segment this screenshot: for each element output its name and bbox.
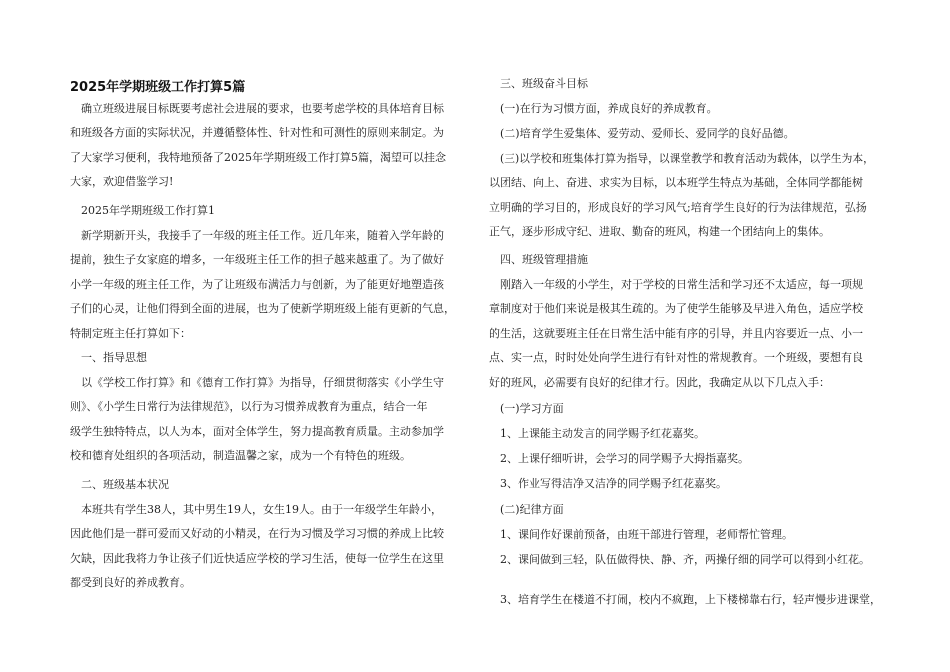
text-line: 章制度对于他们来说是极其生疏的。为了使学生能够及早进入角色，适应学校: [489, 302, 863, 316]
text-line: 欠缺，因此我将力争让孩子们近快适应学校的学习生活，使每一位学生在这里: [70, 551, 444, 565]
text-line: 子们的心灵，让他们得到全面的进展，也为了使新学期班级上能有更新的气息，: [70, 302, 455, 316]
paragraph: [489, 498, 881, 522]
paragraph: [70, 224, 462, 346]
text-line: (二)纪律方面: [500, 503, 564, 516]
paragraph: [70, 473, 462, 497]
document-title: 2025年学期班级工作打算5篇: [70, 80, 246, 95]
text-line: 2、课间做到三轻，队伍做得快、静、齐，两操仔细的同学可以得到小红花。: [500, 553, 870, 566]
paragraph: [489, 97, 881, 121]
paragraph: [70, 371, 462, 469]
text-line: 新学期新开头，我接手了一年级的班主任工作。近几年来，随着入学年龄的: [81, 229, 444, 242]
text-line: 1、上课能主动发言的同学赐予红花嘉奖。: [500, 427, 705, 440]
text-line: 提前，独生子女家庭的增多，一年级班主任工作的担子越来越重了。为了做好: [70, 253, 444, 267]
text-line: 都受到良好的养成教育。: [70, 576, 191, 590]
text-line: 本班共有学生38人，其中男生19人，女生19人。由于一年级学生年龄小，: [81, 503, 442, 516]
paragraph: [70, 199, 462, 223]
text-line: (一)学习方面: [500, 402, 564, 415]
text-line: 正气，逐步形成守纪、进取、勤奋的班风，构建一个团结向上的集体。: [489, 225, 830, 239]
paragraph: [489, 147, 881, 245]
paragraph: [489, 122, 881, 146]
paragraph: [489, 588, 881, 612]
paragraph: [489, 422, 881, 446]
text-line: 校和德育处组织的各项活动，制造温馨之家，成为一个有特色的班级。: [70, 449, 411, 463]
text-line: (一)在行为习惯方面，养成良好的养成教育。: [500, 102, 718, 115]
text-line: 级学生独特特点，以人为本，面对全体学生，努力提高教育质量。主动参加学: [70, 424, 444, 438]
paragraph: [489, 447, 881, 471]
text-line: 三、班级奋斗目标: [500, 77, 588, 90]
paragraph: [70, 498, 462, 596]
text-line: 确立班级进展目标既要考虑社会进展的要求，也要考虑学校的具体培育目标: [81, 102, 444, 115]
text-line: 1、课间作好课前预备，由班干部进行管理，老师帮忙管理。: [500, 528, 793, 541]
text-line: 3、作业写得洁净又洁净的同学赐予红花嘉奖。: [500, 477, 727, 490]
text-line: 2025年学期班级工作打算1: [81, 204, 215, 217]
text-line: 因此他们是一群可爱而又好动的小精灵，在行为习惯及学习习惯的养成上比较: [70, 527, 444, 541]
text-line: (二)培育学生爱集体、爱劳动、爱师长、爱同学的良好品德。: [500, 127, 795, 140]
text-line: 点、实一点，时时处处向学生进行有针对性的常规教育。一个班级，要想有良: [489, 351, 863, 365]
paragraph: [489, 472, 881, 496]
text-line: (三)以学校和班集体打算为指导，以课堂教学和教育活动为载体，以学生为本，: [500, 152, 874, 165]
text-line: 以团结、向上、奋进、求实为目标，以本班学生特点为基础，全体同学都能树: [489, 176, 863, 190]
paragraph: [489, 248, 881, 272]
text-line: 立明确的学习目的，形成良好的学习风气;培育学生良好的行为法律规范，弘扬: [489, 200, 867, 214]
text-line: 2、上课仔细听讲，会学习的同学赐予大拇指嘉奖。: [500, 452, 749, 465]
text-line: 刚踏入一年级的小学生，对于学校的日常生活和学习还不太适应，每一项规: [500, 278, 863, 291]
text-line: 小学一年级的班主任工作，为了让班级布满活力与创新，为了能更好地塑造孩: [70, 277, 444, 291]
paragraph: [489, 273, 881, 395]
text-line: 的生活，这就要班主任在日常生活中能有序的引导，并且内容要近一点、小一: [489, 326, 863, 340]
text-line: 一、指导思想: [81, 351, 147, 364]
paragraph: [70, 346, 462, 370]
text-line: 大家，欢迎借鉴学习!: [70, 175, 174, 189]
text-line: 了大家学习便利，我特地预备了2025年学期班级工作打算5篇，渴望可以挂念: [70, 150, 446, 164]
paragraph: [489, 72, 881, 96]
paragraph: [489, 397, 881, 421]
text-line: 则》、《小学生日常行为法律规范》，以行为习惯养成教育为重点，结合一年: [70, 400, 428, 414]
paragraph: [70, 97, 462, 195]
text-line: 好的班风，必需要有良好的纪律才行。因此，我确定从以下几点入手：: [489, 375, 830, 389]
text-line: 四、班级管理措施: [500, 253, 588, 266]
text-line: 以《学校工作打算》和《德育工作打算》为指导，仔细贯彻落实《小学生守: [81, 376, 444, 389]
text-line: 和班级各方面的实际状况，并遵循整体性、针对性和可测性的原则来制定。为: [70, 126, 444, 140]
text-line: 3、培育学生在楼道不打闹，校内不疯跑，上下楼梯靠右行，轻声慢步进课堂，: [500, 593, 881, 606]
text-line: 特制定班主任打算如下：: [70, 326, 191, 340]
paragraph: [489, 523, 881, 547]
paragraph: [489, 548, 881, 572]
text-line: 二、班级基本状况: [81, 478, 169, 491]
